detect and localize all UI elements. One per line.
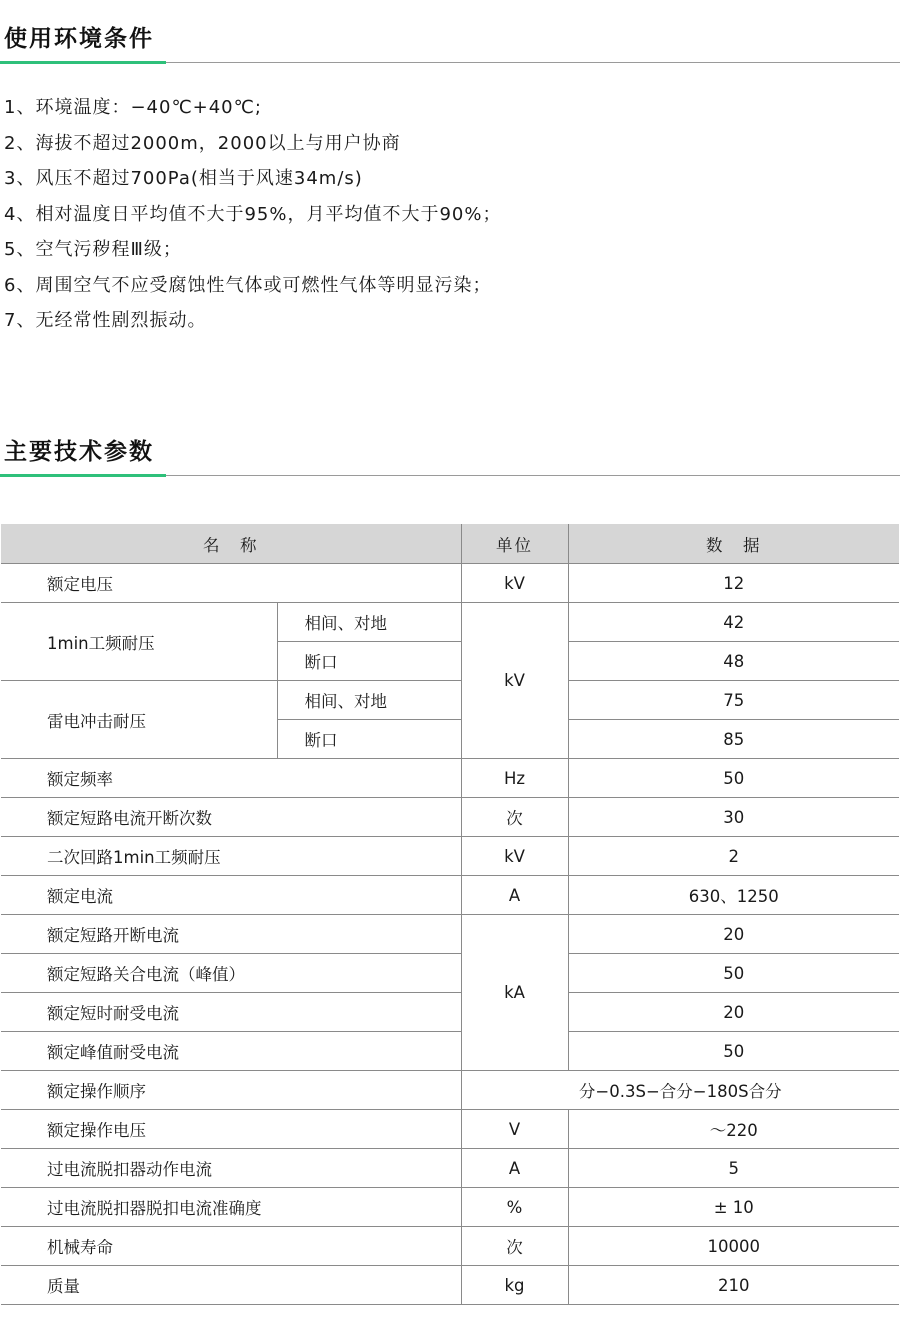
table-header-row	[1, 524, 899, 564]
param-value: 分−0.3S−合分−180S合分	[461, 1071, 899, 1110]
param-value: ± 10	[568, 1188, 899, 1227]
param-value: 12	[568, 564, 899, 603]
param-unit: %	[461, 1188, 568, 1227]
conditions-list	[4, 95, 501, 344]
param-name: 雷电冲击耐压	[1, 681, 277, 759]
table-row	[1, 798, 899, 837]
section-title: 使用环境条件	[4, 26, 154, 52]
param-value: 20	[568, 993, 899, 1032]
param-value: 75	[568, 681, 899, 720]
param-value: 20	[568, 915, 899, 954]
param-name: 过电流脱扣器脱扣电流准确度	[1, 1188, 461, 1227]
param-unit: A	[461, 1149, 568, 1188]
header-value: 数 据	[568, 524, 899, 564]
section-title: 主要技术参数	[4, 439, 154, 465]
table-row	[1, 564, 899, 603]
param-unit: 次	[461, 1227, 568, 1266]
list-item: 5、空气污秽程Ⅲ级；	[4, 239, 182, 260]
param-value: 630、1250	[568, 876, 899, 915]
param-unit: kg	[461, 1266, 568, 1305]
param-name: 额定短路电流开断次数	[1, 798, 461, 837]
param-value: 48	[568, 642, 899, 681]
param-name: 机械寿命	[1, 1227, 461, 1266]
list-item: 2、海拔不超过2000m，2000以上与用户协商	[4, 132, 401, 154]
param-subname: 断口	[277, 720, 461, 759]
param-name: 过电流脱扣器动作电流	[1, 1149, 461, 1188]
param-name: 额定短路关合电流（峰值）	[1, 954, 461, 993]
param-value: 50	[568, 759, 899, 798]
param-unit: V	[461, 1110, 568, 1149]
list-item: 3、风压不超过700Pa(相当于风速34m/s)	[4, 168, 363, 189]
table-row	[1, 603, 899, 642]
param-name: 额定电流	[1, 876, 461, 915]
param-unit: kV	[461, 564, 568, 603]
table-row	[1, 915, 899, 954]
param-subname: 断口	[277, 642, 461, 681]
param-value: 50	[568, 1032, 899, 1071]
param-name: 额定短时耐受电流	[1, 993, 461, 1032]
param-value: 85	[568, 720, 899, 759]
table-row	[1, 993, 899, 1032]
table-row	[1, 1149, 899, 1188]
param-name: 额定电压	[1, 564, 461, 603]
table-row	[1, 954, 899, 993]
param-value: 2	[568, 837, 899, 876]
list-item: 7、无经常性剧烈振动。	[4, 310, 207, 331]
table-row	[1, 837, 899, 876]
param-name: 1min工频耐压	[1, 603, 277, 681]
param-subname: 相间、对地	[277, 603, 461, 642]
accent-bar	[0, 61, 166, 64]
param-name: 额定峰值耐受电流	[1, 1032, 461, 1071]
table-row	[1, 1032, 899, 1071]
param-unit: A	[461, 876, 568, 915]
table-row	[1, 681, 899, 720]
param-name: 质量	[1, 1266, 461, 1305]
param-unit: kV	[461, 603, 568, 759]
param-name: 额定操作电压	[1, 1110, 461, 1149]
table-row	[1, 759, 899, 798]
param-value: 50	[568, 954, 899, 993]
table-row	[1, 1227, 899, 1266]
param-unit: 次	[461, 798, 568, 837]
list-item: 4、相对温度日平均值不大于95%，月平均值不大于90%；	[4, 203, 502, 225]
table-row	[1, 1071, 899, 1110]
table-row	[1, 1188, 899, 1227]
param-value: 210	[568, 1266, 899, 1305]
param-subname: 相间、对地	[277, 681, 461, 720]
param-unit: kV	[461, 837, 568, 876]
table-row	[1, 1266, 899, 1305]
param-value: 30	[568, 798, 899, 837]
param-value: 5	[568, 1149, 899, 1188]
header-name: 名 称	[1, 524, 461, 564]
accent-bar	[0, 474, 166, 477]
param-name: 二次回路1min工频耐压	[1, 837, 461, 876]
section-header-conditions	[0, 0, 900, 66]
param-value: 42	[568, 603, 899, 642]
section-header-parameters	[0, 413, 900, 479]
list-item: 1、环境温度：−40℃+40℃;	[4, 97, 262, 118]
header-unit: 单位	[461, 524, 568, 564]
list-item: 6、周围空气不应受腐蚀性气体或可燃性气体等明显污染；	[4, 274, 492, 296]
param-name: 额定操作顺序	[1, 1071, 461, 1110]
parameters-table	[1, 524, 899, 1305]
table-row	[1, 1110, 899, 1149]
param-name: 额定短路开断电流	[1, 915, 461, 954]
param-unit: kA	[461, 915, 568, 1071]
param-value: ～220	[568, 1110, 899, 1149]
param-name: 额定频率	[1, 759, 461, 798]
param-unit: Hz	[461, 759, 568, 798]
param-value: 10000	[568, 1227, 899, 1266]
table-row	[1, 876, 899, 915]
